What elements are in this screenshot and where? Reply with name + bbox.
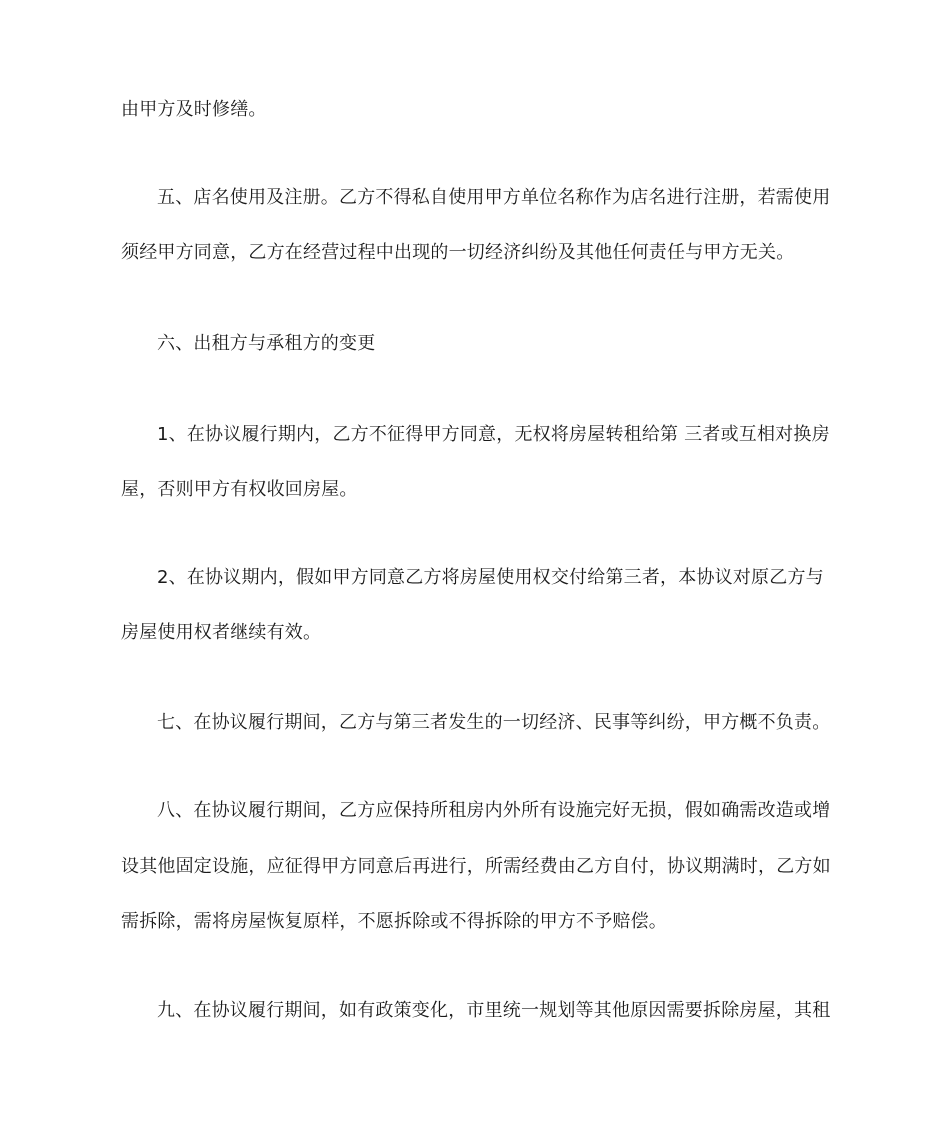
- text-line: 七、在协议履行期间，乙方与第三者发生的一切经济、民事等纠纷，甲方概不负责。: [157, 712, 831, 733]
- text-line: 房屋使用权者继续有效。: [121, 622, 322, 643]
- text-line: 六、出租方与承租方的变更: [157, 333, 376, 354]
- text-line: 2、在协议期内，假如甲方同意乙方将房屋使用权交付给第三者，本协议对原乙方与: [157, 567, 824, 588]
- text-line: 屋，否则甲方有权收回房屋。: [121, 479, 358, 500]
- text-line: 1、在协议履行期内，乙方不征得甲方同意，无权将房屋转租给第 三者或互相对换房: [157, 424, 830, 445]
- text-line: 须经甲方同意，乙方在经营过程中出现的一切经济纠纷及其他任何责任与甲方无关。: [121, 242, 795, 263]
- text-line: 八、在协议履行期间，乙方应保持所租房内外所有设施完好无损，假如确需改造或增: [157, 800, 831, 821]
- text-line: 九、在协议履行期间，如有政策变化，市里统一规划等其他原因需要拆除房屋，其租: [157, 1000, 831, 1021]
- text-line: 需拆除，需将房屋恢复原样，不愿拆除或不得拆除的甲方不予赔偿。: [121, 911, 667, 932]
- text-line: 设其他固定设施，应征得甲方同意后再进行，所需经费由乙方自付，协议期满时，乙方如: [121, 856, 831, 877]
- text-line: 由甲方及时修缮。: [121, 99, 267, 120]
- text-line: 五、店名使用及注册。乙方不得私自使用甲方单位名称作为店名进行注册，若需使用: [157, 187, 831, 208]
